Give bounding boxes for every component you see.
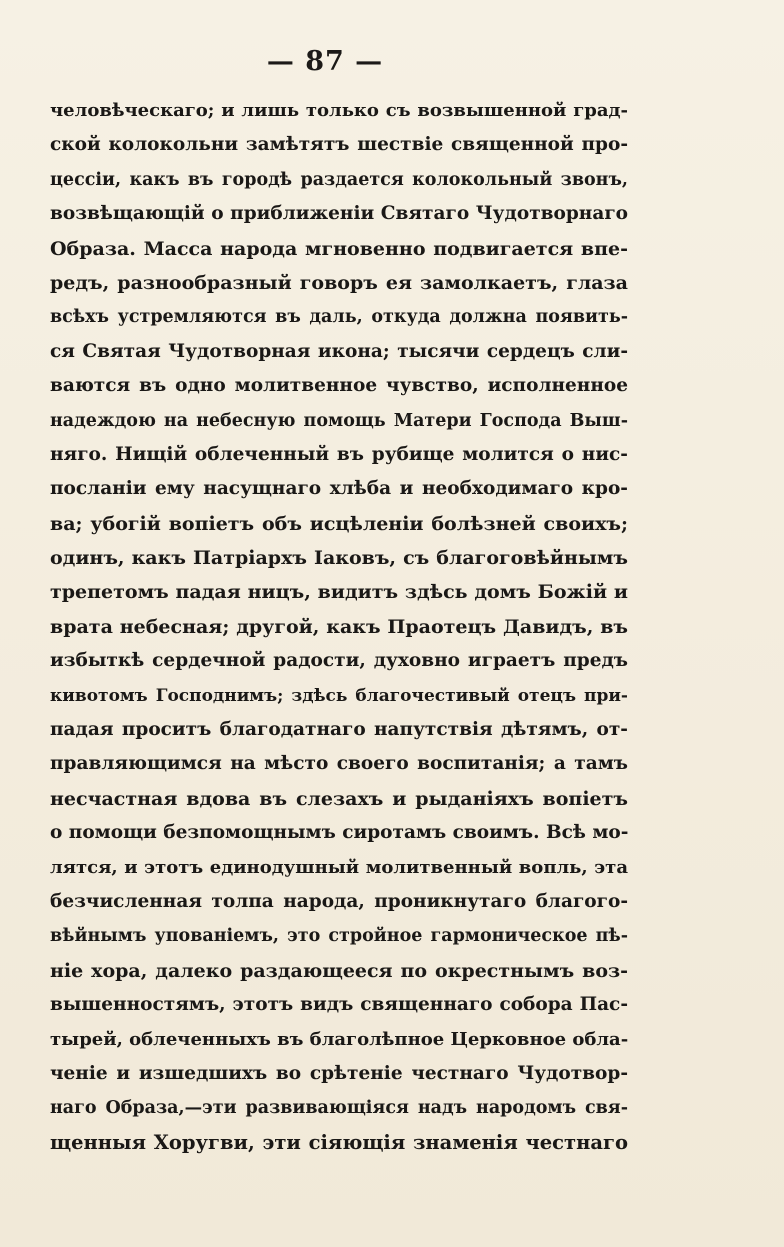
text-line: ся Святая Чудотворная икона; тысячи сердецъ сли- <box>50 340 628 362</box>
text-line: одинъ, какъ Патріархъ Іаковъ, съ благоговѣйнымъ <box>50 547 628 570</box>
text-line: тырей, облеченныхъ въ благолѣпное Церковное обла- <box>50 1028 628 1050</box>
text-line: избыткѣ сердечной радости, духовно играетъ предъ <box>50 650 628 672</box>
text-line: человѣческаго; и лишь только съ возвышенной град- <box>50 100 628 121</box>
text-line: правляющимся на мѣсто своего воспитанія; а тамъ <box>50 753 628 775</box>
text-line: падая проситъ благодатнаго напутствія дѣтямъ, от- <box>50 719 628 741</box>
text-line: цессіи, какъ въ городѣ раздается колокольный звонъ, <box>50 169 628 190</box>
text-line: возвѣщающій о приближеніи Святаго Чудотворнаго <box>50 203 628 225</box>
text-line: вышенностямъ, этотъ видъ священнаго собора Пас- <box>50 994 628 1016</box>
text-line: Образа. Масса народа мгновенно подвигается впе- <box>50 237 628 260</box>
text-line: ніе хора, далеко раздающееся по окрестнымъ воз- <box>50 959 628 982</box>
text-line: безчисленная толпа народа, проникнутаго благого- <box>50 890 628 912</box>
text-line: ва; убогій вопіетъ объ исцѣленіи болѣзней своихъ; <box>50 512 628 535</box>
text-line: няго. Нищій облеченный въ рубище молится о нис- <box>50 443 628 465</box>
text-line: кивотомъ Господнимъ; здѣсь благочестивый отецъ при- <box>50 685 628 706</box>
text-line: посланіи ему насущнаго хлѣба и необходимаго кро- <box>50 478 628 500</box>
text-line: несчастная вдова въ слезахъ и рыданіяхъ вопіетъ <box>50 787 628 810</box>
body-text <box>50 94 628 1160</box>
text-line: вѣйнымъ упованіемъ, это стройное гармоническое пѣ- <box>50 926 628 947</box>
text-line: всѣхъ устремляются въ даль, откуда должна появить- <box>50 307 628 328</box>
text-line: ваются въ одно молитвенное чувство, исполненное <box>50 375 628 397</box>
text-line: трепетомъ падая ницъ, видитъ здѣсь домъ Божій и <box>50 581 628 604</box>
page-number: — 87 — <box>266 46 384 77</box>
text-line: надеждою на небесную помощь Матери Господа Выш- <box>50 410 628 431</box>
text-line: щенныя Хоругви, эти сіяющія знаменія честнаго <box>50 1130 628 1154</box>
text-line: ченіе и изшедшихъ во срѣтеніе честнаго Чудотвор- <box>50 1062 628 1084</box>
text-line: редъ, разнообразный говоръ ея замолкаетъ, глаза <box>50 271 628 294</box>
text-line: наго Образа,—эти развивающіяся надъ народомъ свя- <box>50 1098 628 1119</box>
text-line: о помощи безпомощнымъ сиротамъ своимъ. Всѣ мо- <box>50 822 628 844</box>
text-line: врата небесная; другой, какъ Праотецъ Давидъ, въ <box>50 615 628 638</box>
text-line: ской колокольни замѣтятъ шествіе священной про- <box>50 134 628 156</box>
text-line: лятся, и этотъ единодушный молитвенный вопль, эта <box>50 856 628 878</box>
